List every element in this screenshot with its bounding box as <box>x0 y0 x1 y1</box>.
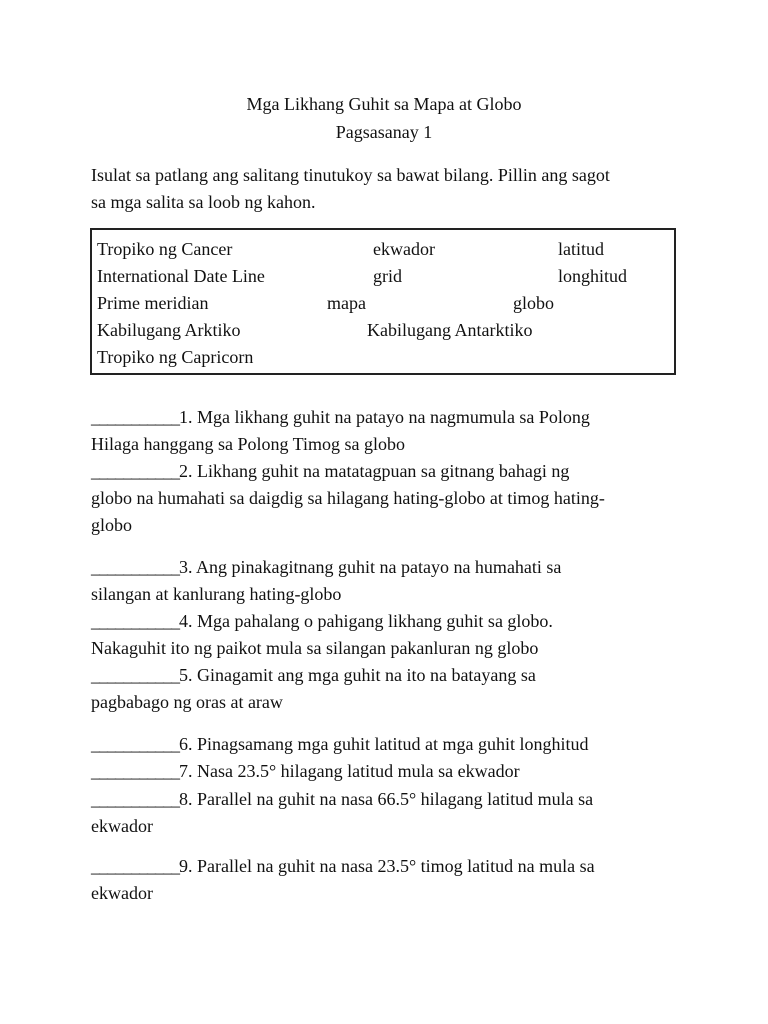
question-text: 7. Nasa 23.5° hilagang latitud mula sa ekwador <box>179 761 520 781</box>
question-text: 5. Ginagamit ang mga guhit na ito na batayang sa <box>179 665 536 685</box>
question-text: silangan at kanlurang hating-globo <box>91 584 342 604</box>
question-5 <box>91 662 691 716</box>
word-choice: Kabilugang Antarktiko <box>367 320 533 340</box>
word-choice: Tropiko ng Cancer <box>97 239 233 259</box>
answer-blank[interactable]: ___________ <box>91 461 179 481</box>
answer-blank[interactable]: ___________ <box>91 611 179 631</box>
word-choice: globo <box>513 293 555 313</box>
answer-blank[interactable]: ___________ <box>91 761 179 781</box>
word-choice: ekwador <box>373 239 435 259</box>
question-text: globo <box>91 515 133 535</box>
question-text: globo na humahati sa daigdig sa hilagang hating-globo at timog hating- <box>91 488 605 508</box>
page-subtitle: Pagsasanay 1 <box>335 122 433 142</box>
question-text: pagbabago ng oras at araw <box>91 692 283 712</box>
instructions <box>91 162 691 216</box>
question-4 <box>91 608 691 662</box>
question-text: Nakaguhit ito ng paikot mula sa silangan pakanluran ng globo <box>91 638 539 658</box>
word-choice: Prime meridian <box>97 293 209 313</box>
question-2 <box>91 458 691 539</box>
word-box <box>90 228 676 375</box>
question-text: 6. Pinagsamang mga guhit latitud at mga guhit longhitud <box>179 734 589 754</box>
word-choice: Kabilugang Arktiko <box>97 320 241 340</box>
question-1 <box>91 404 691 458</box>
answer-blank[interactable]: ___________ <box>91 407 179 427</box>
question-text: Hilaga hanggang sa Polong Timog sa globo <box>91 434 405 454</box>
question-text: 8. Parallel na guhit na nasa 66.5° hilagang latitud mula sa <box>179 789 594 809</box>
question-text: 1. Mga likhang guhit na patayo na nagmumula sa Polong <box>179 407 590 427</box>
question-6 <box>91 731 691 758</box>
question-8 <box>91 786 691 840</box>
instructions-line-2: sa mga salita sa loob ng kahon. <box>91 192 316 212</box>
question-text: 3. Ang pinakagitnang guhit na patayo na humahati sa <box>179 557 562 577</box>
question-text: ekwador <box>91 883 153 903</box>
question-text: 4. Mga pahalang o pahigang likhang guhit sa globo. <box>179 611 553 631</box>
word-choice: mapa <box>327 293 366 313</box>
question-text: 9. Parallel na guhit na nasa 23.5° timog latitud na mula sa <box>179 856 595 876</box>
question-3 <box>91 554 691 608</box>
word-choice: Tropiko ng Capricorn <box>97 347 254 367</box>
word-choice: longhitud <box>558 266 628 286</box>
answer-blank[interactable]: ___________ <box>91 789 179 809</box>
instructions-line-1: Isulat sa patlang ang salitang tinutukoy sa bawat bilang. Pillin ang sagot <box>91 165 610 185</box>
answer-blank[interactable]: ___________ <box>91 734 179 754</box>
question-text: ekwador <box>91 816 153 836</box>
word-choice: latitud <box>558 239 604 259</box>
word-choice: grid <box>373 266 402 286</box>
question-7 <box>91 758 691 785</box>
answer-blank[interactable]: ___________ <box>91 557 179 577</box>
page-title: Mga Likhang Guhit sa Mapa at Globo <box>246 94 522 114</box>
word-choice: International Date Line <box>97 266 265 286</box>
answer-blank[interactable]: ___________ <box>91 856 179 876</box>
question-9 <box>91 853 691 907</box>
question-text: 2. Likhang guhit na matatagpuan sa gitnang bahagi ng <box>179 461 570 481</box>
answer-blank[interactable]: ___________ <box>91 665 179 685</box>
